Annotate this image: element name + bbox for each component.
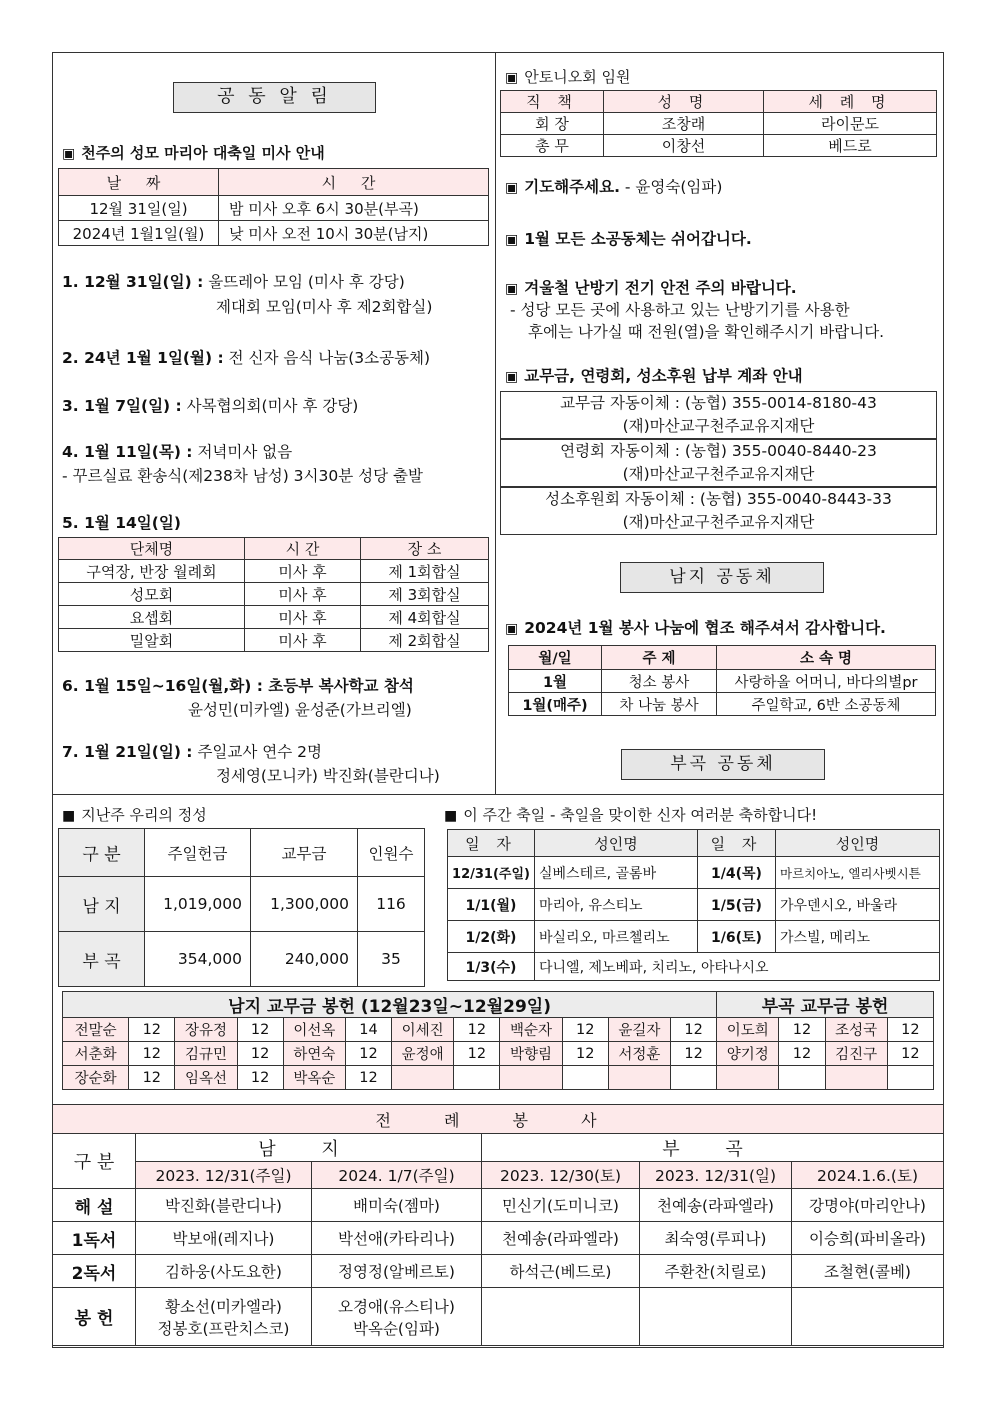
bugok-tithe-title: 부곡 교무금 봉헌 [717,992,934,1018]
cell: 사랑하올 어머니, 바다의별pr [717,670,936,693]
cell: 35 [358,932,425,987]
square-icon: ▣ [505,180,519,196]
tithe-name: 김진구 [825,1042,887,1066]
tithe-amount [671,1066,717,1090]
tithe-name: 윤정애 [392,1042,454,1066]
tithe-amount: 14 [345,1018,391,1042]
tithe-name: 장순화 [63,1066,129,1090]
item-1: 1. 12월 31일(일) : 울뜨레아 모임 (미사 후 강당) [62,273,405,291]
cell: 청소 봉사 [602,670,717,693]
col-name: 성 명 [604,91,764,113]
cell: 12월 31일(일) [59,196,219,221]
tithe-name: 전말순 [63,1018,129,1042]
cell: 오경애(유스티나) 박옥순(임파) [312,1288,482,1346]
cell: 낮 미사 오전 10시 30분(남지) [219,221,489,246]
tithe-amount: 12 [129,1042,175,1066]
cell: 미사 후 [245,583,361,606]
mass-table [58,168,489,246]
cell: 1/3(수) [448,953,535,981]
cell: 김하웅(사도요한) [136,1255,312,1288]
date-header: 2023. 12/31(주일) [136,1162,312,1189]
cell: 마리아, 유스티노 [535,889,698,921]
cell: 2024년 1월1일(월) [59,221,219,246]
tithe-table [62,991,934,1090]
cell: 강명야(마리안나) [792,1189,944,1222]
horizontal-divider [52,794,944,795]
tithe-amount: 12 [887,1042,933,1066]
service-table [508,645,936,716]
tithe-amount: 12 [345,1066,391,1090]
tithe-name: 박옥순 [283,1066,345,1090]
tithe-name: 이선옥 [283,1018,345,1042]
tithe-name: 장유정 [175,1018,237,1042]
tithe-amount: 12 [129,1066,175,1090]
cell: 이창선 [604,135,764,157]
col-group: 소 속 명 [717,646,936,670]
cell: 미사 후 [245,606,361,629]
cell: 다니엘, 제노베파, 치리노, 아타나시오 [535,953,940,981]
service-heading: ▣ 2024년 1월 봉사 나눔에 협조 해주셔서 감사합니다. [505,619,886,637]
cell: 1/1(월) [448,889,535,921]
cell: 정영정(알베르토) [312,1255,482,1288]
col-date: 일 자 [448,830,535,857]
namji-tithe-title: 남지 교무금 봉헌 (12월23일~12월29일) [63,992,717,1018]
col-group: 단체명 [59,538,245,560]
tithe-amount: 12 [129,1018,175,1042]
cell: 요셉회 [59,606,245,629]
item-6: 6. 1월 15일~16일(월,화) : 초등부 복사학교 참석 [62,677,414,695]
col-saint: 성인명 [535,830,698,857]
heater-line1: - 성당 모든 곳에 사용하고 있는 난방기기를 사용한 [510,301,850,319]
prayer-request: ▣ 기도해주세요. - 윤영숙(임파) [505,178,723,196]
namji-header: 남 지 [136,1134,482,1162]
cell: 최숙영(루피나) [640,1222,792,1255]
item-1b: 제대회 모임(미사 후 제2회합실) [216,298,433,316]
cell [640,1288,792,1346]
item-7b: 정세영(모니카) 박진화(블란디나) [216,767,440,785]
tithe-amount: 12 [779,1018,825,1042]
square-icon: ▣ [505,281,519,297]
item-4b: - 꾸르실료 환송식(제238차 남성) 3시30분 성당 출발 [62,467,423,485]
cell: 제 2회합실 [361,629,489,652]
notice-title: 공 동 알 림 [173,82,376,113]
bugok-header: 부 곡 [482,1134,944,1162]
cell: 부 곡 [59,932,145,987]
cell: 회 장 [501,113,604,135]
col-role: 직 책 [501,91,604,113]
role-label: 봉 헌 [53,1288,136,1346]
col-date: 일 자 [698,830,776,857]
cell [792,1288,944,1346]
cell: 박진화(블란디나) [136,1189,312,1222]
tithe-amount: 12 [454,1018,500,1042]
col-gubun: 구 분 [53,1134,136,1189]
square-icon: ▣ [62,146,76,162]
bugok-title: 부곡 공동체 [621,749,825,780]
cell: 354,000 [145,932,251,987]
tithe-name: 백순자 [500,1018,562,1042]
role-label: 1독서 [53,1222,136,1255]
vertical-divider [495,52,496,794]
tithe-amount: 12 [345,1042,391,1066]
cell: 1/4(목) [698,857,776,889]
item-6b: 윤성민(미카엘) 윤성준(가브리엘) [188,701,412,719]
tithe-amount [454,1066,500,1090]
cell: 밀알회 [59,629,245,652]
col-baptism: 세 례 명 [764,91,937,113]
square-icon: ■ [62,808,76,824]
tithe-amount: 12 [237,1066,283,1090]
tithe-amount: 12 [779,1042,825,1066]
role-label: 해 설 [53,1189,136,1222]
liturgy-table [52,1104,944,1346]
tithe-name: 하연숙 [283,1042,345,1066]
cell: 조창래 [604,113,764,135]
col-time: 시 간 [219,169,489,196]
square-icon: ▣ [505,232,519,248]
item-3: 3. 1월 7일(일) : 사목협의회(미사 후 강당) [62,397,359,415]
cell: 남 지 [59,877,145,932]
tithe-name: 김규민 [175,1042,237,1066]
cell: 베드로 [764,135,937,157]
cell: 주일학교, 6반 소공동체 [717,693,936,716]
cell: 성모회 [59,583,245,606]
square-icon: ▣ [505,70,519,86]
square-icon: ■ [444,808,458,824]
cell: 제 3회합실 [361,583,489,606]
cell: 이승희(파비올라) [792,1222,944,1255]
col-sunday: 주일헌금 [145,829,251,877]
date-header: 2024. 1/7(주일) [312,1162,482,1189]
square-icon: ▣ [505,621,519,637]
antonio-heading: ▣ 안토니오회 임원 [505,68,631,86]
cell: 바실리오, 마르첼리노 [535,921,698,953]
col-place: 장 소 [361,538,489,560]
col-topic: 주 제 [602,646,717,670]
cell: 가우덴시오, 바울라 [776,889,940,921]
cell: 구역장, 반장 월례회 [59,560,245,583]
cell: 1월(매주) [509,693,602,716]
tithe-name [500,1066,562,1090]
tithe-amount: 12 [562,1018,608,1042]
cell: 240,000 [251,932,358,987]
tithe-name: 서춘화 [63,1042,129,1066]
cell: 1/6(토) [698,921,776,953]
cell: 1/2(화) [448,921,535,953]
cell: 가스빌, 메리노 [776,921,940,953]
groups-table [58,537,489,652]
col-date: 월/일 [509,646,602,670]
cell: 총 무 [501,135,604,157]
account-row: 성소후원회 자동이체 : (농협) 355-0040-8443-33 (재)마산교구천주교유지재단 [500,487,937,535]
cell: 미사 후 [245,629,361,652]
date-header: 2023. 12/30(토) [482,1162,640,1189]
tithe-name [608,1066,670,1090]
tithe-amount [562,1066,608,1090]
cell: 1,019,000 [145,877,251,932]
liturgy-title: 전 례 봉 사 [53,1105,944,1134]
account-row: 연령회 자동이체 : (농협) 355-0040-8440-23 (재)마산교구천주교유지재단 [500,439,937,487]
rest-notice: ▣ 1월 모든 소공동체는 쉬어갑니다. [505,230,752,248]
cell: 1/5(금) [698,889,776,921]
cell: 실베스테르, 골롬바 [535,857,698,889]
tithe-amount: 12 [237,1042,283,1066]
col-count: 인원수 [358,829,425,877]
tithe-name: 이세진 [392,1018,454,1042]
item-4: 4. 1월 11일(목) : 저녁미사 없음 [62,443,293,461]
tithe-amount: 12 [671,1018,717,1042]
cell: 밤 미사 오후 6시 30분(부곡) [219,196,489,221]
cell: 마르치아노, 엘리사벳시튼 [776,857,940,889]
account-heading: ▣ 교무금, 연령회, 성소후원 납부 계좌 안내 [505,367,803,385]
cell: 조철현(콜베) [792,1255,944,1288]
cell: 하석근(베드로) [482,1255,640,1288]
cell: 박보애(레지나) [136,1222,312,1255]
cell: 차 나눔 봉사 [602,693,717,716]
tithe-name: 임옥선 [175,1066,237,1090]
tithe-name: 양기정 [717,1042,779,1066]
tithe-amount [779,1066,825,1090]
cell: 박선애(카타리나) [312,1222,482,1255]
heater-title: ▣ 겨울철 난방기 전기 안전 주의 바랍니다. [505,279,797,297]
col-saint: 성인명 [776,830,940,857]
cell: 제 4회합실 [361,606,489,629]
cell: 12/31(주일) [448,857,535,889]
tithe-amount [887,1066,933,1090]
offering-heading: ■ 지난주 우리의 정성 [62,806,207,824]
feast-heading: ■ 이 주간 축일 - 축일을 맞이한 신자 여러분 축하합니다! [444,806,818,824]
tithe-name: 이도희 [717,1018,779,1042]
item-5: 5. 1월 14일(일) [62,514,181,532]
col-date: 날 짜 [59,169,219,196]
mass-heading: ▣ 천주의 성모 마리아 대축일 미사 안내 [62,144,325,162]
antonio-table [500,90,937,157]
cell: 황소선(미카엘라) 정봉호(프란치스코) [136,1288,312,1346]
feast-table [447,829,940,981]
tithe-name [717,1066,779,1090]
tithe-name: 윤길자 [608,1018,670,1042]
namji-title: 남지 공동체 [620,562,824,593]
cell: 116 [358,877,425,932]
cell: 주환찬(치릴로) [640,1255,792,1288]
tithe-name: 박향림 [500,1042,562,1066]
tithe-name: 조성국 [825,1018,887,1042]
cell: 민신기(도미니코) [482,1189,640,1222]
account-row: 교무금 자동이체 : (농협) 355-0014-8180-43 (재)마산교구천주교유지재단 [500,391,937,439]
tithe-name: 서정훈 [608,1042,670,1066]
cell: 라이문도 [764,113,937,135]
date-header: 2024.1.6.(토) [792,1162,944,1189]
item-2: 2. 24년 1월 1일(월) : 전 신자 음식 나눔(3소공동체) [62,349,431,367]
cell: 천예송(라파엘라) [482,1222,640,1255]
tithe-amount: 12 [671,1042,717,1066]
cell: 제 1회합실 [361,560,489,583]
cell: 1,300,000 [251,877,358,932]
cell: 1월 [509,670,602,693]
offering-table [58,828,425,987]
cell [482,1288,640,1346]
tithe-amount: 12 [562,1042,608,1066]
cell: 천예송(라파엘라) [640,1189,792,1222]
col-gubun: 구 분 [59,829,145,877]
tithe-amount: 12 [237,1018,283,1042]
col-tithe: 교무금 [251,829,358,877]
square-icon: ▣ [505,369,519,385]
tithe-amount: 12 [454,1042,500,1066]
tithe-name [392,1066,454,1090]
tithe-amount: 12 [887,1018,933,1042]
role-label: 2독서 [53,1255,136,1288]
col-time: 시 간 [245,538,361,560]
cell: 미사 후 [245,560,361,583]
item-7: 7. 1월 21일(일) : 주일교사 연수 2명 [62,743,322,761]
cell: 배미숙(젬마) [312,1189,482,1222]
heater-line2: 후에는 나가실 때 전원(열)을 확인해주시기 바랍니다. [528,323,885,341]
date-header: 2023. 12/31(일) [640,1162,792,1189]
tithe-name [825,1066,887,1090]
